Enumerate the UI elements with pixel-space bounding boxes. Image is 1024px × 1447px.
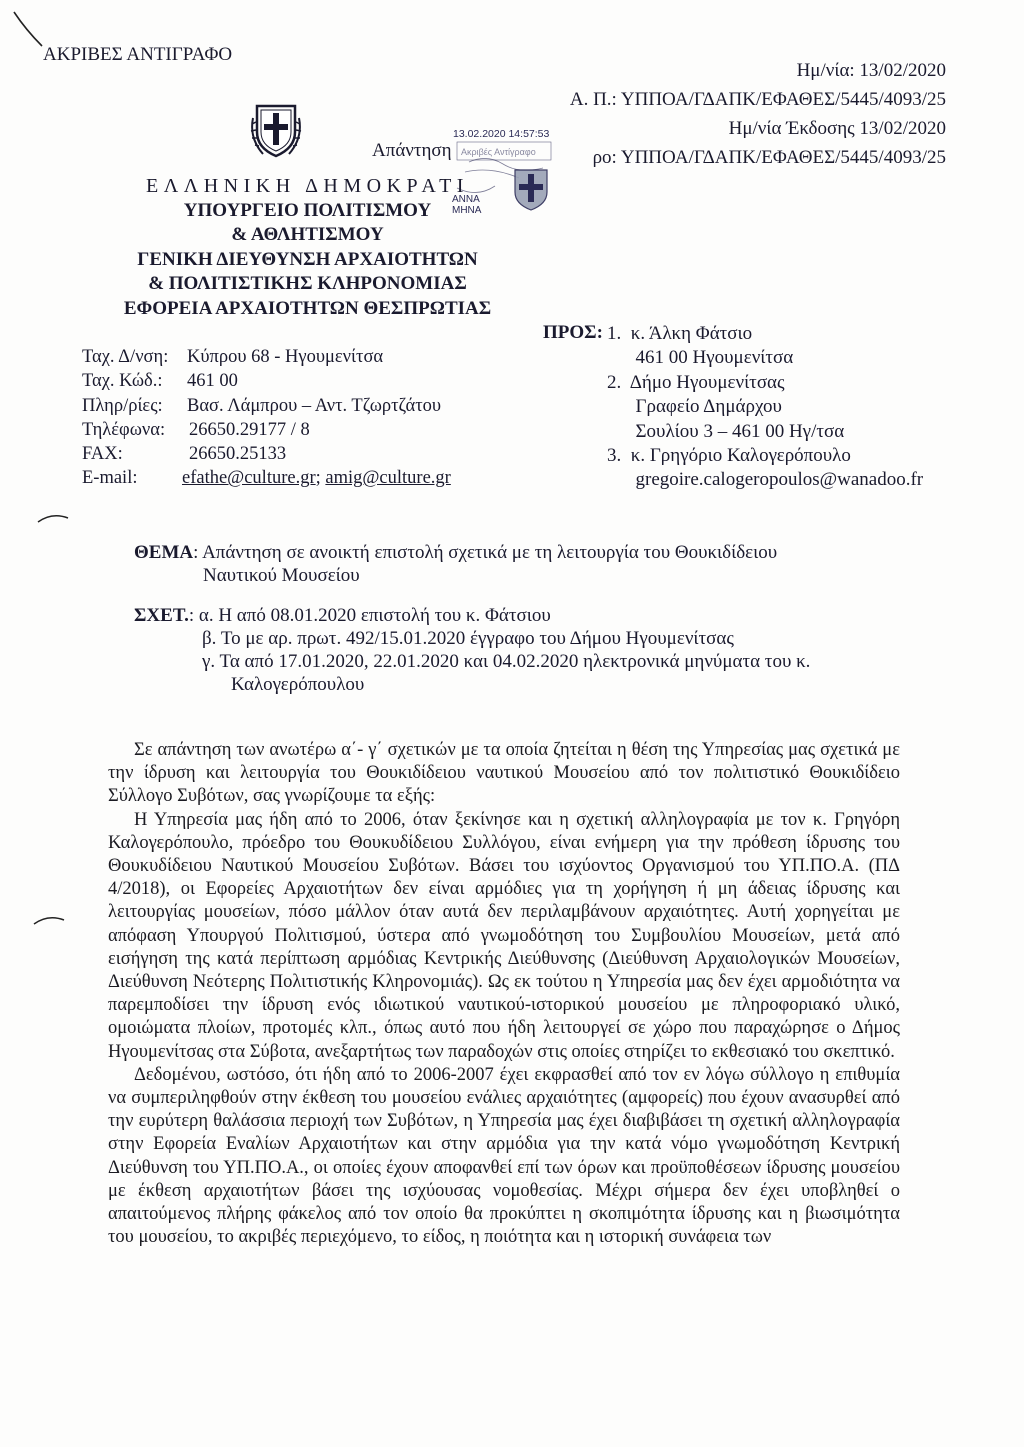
email-link-2[interactable]: amig@culture.gr <box>325 468 451 489</box>
fax-label: FAX: <box>82 444 123 465</box>
phone-value: 26650.29177 / 8 <box>189 419 310 440</box>
recipient-line: Γραφείο Δημάρχου <box>607 396 782 418</box>
org-line-3: & ΑΘΛΗΤΙΣΜΟΥ <box>231 224 384 245</box>
reference-c-cont: Καλογερόπουλου <box>231 674 365 695</box>
fax-value: 26650.25133 <box>189 444 287 465</box>
reply-label: Απάντηση <box>372 140 452 161</box>
contact-block <box>82 345 451 491</box>
recipients-label: ΠΡΟΣ: <box>543 322 603 343</box>
info-label: Πληρ/ρίες: <box>82 395 163 416</box>
copy-label: ΑΚΡΙΒΕΣ ΑΝΤΙΓΡΑΦΟ <box>43 44 233 65</box>
org-line-4: ΓΕΝΙΚΗ ΔΙΕΥΘΥΝΣΗ ΑΡΧΑΙΟΤΗΤΩΝ <box>137 248 478 270</box>
org-line-6: ΕΦΟΡΕΙΑ ΑΡΧΑΙΟΤΗΤΩΝ ΘΕΣΠΡΩΤΙΑΣ <box>123 297 492 319</box>
reference-b: β. Το με αρ. πρωτ. 492/15.01.2020 έγγραφο του Δήμου Ηγουμενίτσας <box>202 628 734 649</box>
phone-label: Τηλέφωνα: <box>82 419 166 440</box>
email-link-1[interactable]: efathe@culture.gr <box>182 468 316 489</box>
info-value: Βασ. Λάμπρου – Αντ. Τζωρτζάτου <box>187 395 442 416</box>
address-label: Ταχ. Δ/νση: <box>82 347 169 367</box>
org-line-5: & ΠΟΛΙΤΙΣΤΙΚΗΣ ΚΛΗΡΟΝΟΜΙΑΣ <box>148 273 467 294</box>
references-block <box>134 604 810 696</box>
stamp-timestamp: 13.02.2020 14:57:53 <box>453 128 550 140</box>
postcode-value: 461 00 <box>187 371 238 392</box>
organization-block <box>80 174 535 321</box>
margin-mark-icon <box>32 914 68 928</box>
references-label: ΣΧΕΤ. <box>134 605 189 626</box>
subject-label: ΘΕΜΑ <box>134 542 194 563</box>
address-value: Κύπρου 68 - Ηγουμενίτσα <box>187 347 384 367</box>
recipients-list <box>607 322 923 493</box>
recipient-line: Σουλίου 3 – 461 00 Ηγ/τσα <box>607 420 845 442</box>
recipient-email[interactable]: gregoire.calogeropoulos@wanadoo.fr <box>607 469 924 491</box>
reference-a: : α. Η από 08.01.2020 επιστολή του κ. Φάτσιου <box>188 605 551 626</box>
letter-body <box>108 739 900 1249</box>
org-line-2: ΥΠΟΥΡΓΕΙΟ ΠΟΛΙΤΙΣΜΟΥ <box>183 199 432 221</box>
greek-emblem-icon <box>247 98 305 160</box>
document-meta <box>570 56 946 172</box>
email-label: E-mail: <box>82 468 138 489</box>
reply-number: ρο: ΥΠΠΟΑ/ΓΔΑΠΚ/ΕΦΑΘΕΣ/5445/4093/25 <box>592 147 946 168</box>
document-date: Ημ/νία: 13/02/2020 <box>796 60 946 81</box>
scan-mark-icon <box>8 8 48 48</box>
issue-date: Ημ/νία Έκδοσης 13/02/2020 <box>728 118 946 139</box>
reference-c: γ. Τα από 17.01.2020, 22.01.2020 και 04.02.2020 ηλεκτρονικά μηνύματα του κ. <box>202 651 811 672</box>
body-paragraph: Δεδομένου, ωστόσο, ότι ήδη από το 2006-2007 έχει εκφρασθεί από τον εν λόγω σύλλογο η επιθυμία να συμπεριληφθούν στην έκθεση του μουσείου ενάλιες αρχαιότητες (αμφορείς) που έχουν ανασυρθεί από την ευρύτερη θαλάσσια περιοχή των Συβότων, η Υπηρεσία μας έχει διαβιβάσει τη σχετική αλληλογραφία στην Εφορεία Εναλίων Αρχαιοτήτων και στην αρμόδια για την κατά νόμο γνωμοδότηση Κεντρική Διεύθυνση του ΥΠ.ΠΟ.Α., οι οποίες έχουν αποφανθεί επί των όρων και προϋποθέσεων ίδρυσης μουσείου με έκθεση αρχαιοτήτων βάσει της ισχύουσας νομοθεσίας. Μέχρι σήμερα δεν έχει υποβληθεί ο απαιτούμενος πλήρης φάκελος από τον οποίο θα προκύπτει η σκοπιμότητα ίδρυσης και η βιωσιμότητα του μουσείου, το ακριβές περιεχόμενο, το είδος, η ποιότητα και η ιστορική συνάφεια των <box>108 1064 900 1248</box>
recipient-line: 461 00 Ηγουμενίτσα <box>607 347 794 369</box>
recipient-line: 2. Δήμο Ηγουμενίτσας <box>607 371 785 393</box>
subject-block <box>134 541 777 587</box>
margin-mark-icon <box>36 512 72 526</box>
org-line-1: ΕΛΛΗΝΙΚΗ ΔΗΜΟΚΡΑΤΙ <box>146 175 469 197</box>
body-paragraph: Η Υπηρεσία μας ήδη από το 2006, όταν ξεκίνησε και η σχετική αλληλογραφία με τον κ. Γρηγόρη Καλογερόπουλο, πρόεδρο του Θουκυδίδειου Συλλόγου, είναι ενήμερη για την πρόθεση ίδρυσης του Θουκυδίδειου Ναυτικού Μουσείου Συβότων. Βάσει του ισχύοντος Οργανισμού του ΥΠ.ΠΟ.Α. (ΠΔ 4/2018), οι Εφορείες Αρχαιοτήτων δεν είναι αρμόδιες για τη χορήγηση ή μη άδειας ίδρυσης και λειτουργίας μουσείων, πόσο μάλλον όταν αυτά δεν περιλαμβάνουν αρχαιότητες. Αυτή χορηγείται με απόφαση Υπουργού Πολιτισμού, ύστερα από γνωμοδότηση του Συμβουλίου Μουσείων, μετά από εισήγηση της κατά περίπτωση αρμόδιας Κεντρικής Διεύθυνσης (Διεύθυνση Αρχαιολογικών Μουσείων, Διεύθυνση Νεότερης Πολιτιστικής Κληρονομιάς). Ως εκ τούτου η Υπηρεσία μας δεν έχει αρμοδιότητα να παρεμποδίσει την ίδρυση ενός ιδιωτικού ναυτικού-ιστορικού μουσείου με πληροφοριακό υλικό, ομοιώματα πλοίων, προτομές κλπ., όπως αυτό που ήδη λειτουργεί σε χώρο που παραχώρησε ο Δήμος Ηγουμενίτσας στα Σύβοτα, ανεξαρτήτως των παραδοχών στις οποίες στηρίζει το εκθεσιακό του σκεπτικό. <box>108 809 900 1062</box>
recipient-line: 1. κ. Άλκη Φάτσιο <box>607 323 753 344</box>
signatory-name: ΑΝΝΑ ΜΗΝΑ <box>452 194 482 216</box>
protocol-number: Α. Π.: ΥΠΠΟΑ/ΓΔΑΠΚ/ΕΦΑΘΕΣ/5445/4093/25 <box>569 89 946 110</box>
svg-text:Ακριβές Αντίγραφο: Ακριβές Αντίγραφο <box>461 147 536 157</box>
postcode-label: Ταχ. Κώδ.: <box>82 371 163 392</box>
subject-line-2: Ναυτικού Μουσείου <box>203 565 360 586</box>
recipient-line: 3. κ. Γρηγόριο Καλογερόπουλο <box>607 445 851 467</box>
subject-line-1: : Απάντηση σε ανοικτή επιστολή σχετικά με τη λειτουργία του Θουκιδίδειου <box>193 542 778 563</box>
body-paragraph: Σε απάντηση των ανωτέρω α΄- γ΄ σχετικών με τα οποία ζητείται η θέση της Υπηρεσίας μας σχετικά με την ίδρυση και λειτουργία του Θουκιδίδειου ναυτικού Μουσείου από τον πολιτιστικό Θουκιδίδειο Σύλλογο Συβότων, σας γνωρίζουμε τα εξής: <box>108 740 900 807</box>
email-separator: ; <box>315 468 326 489</box>
